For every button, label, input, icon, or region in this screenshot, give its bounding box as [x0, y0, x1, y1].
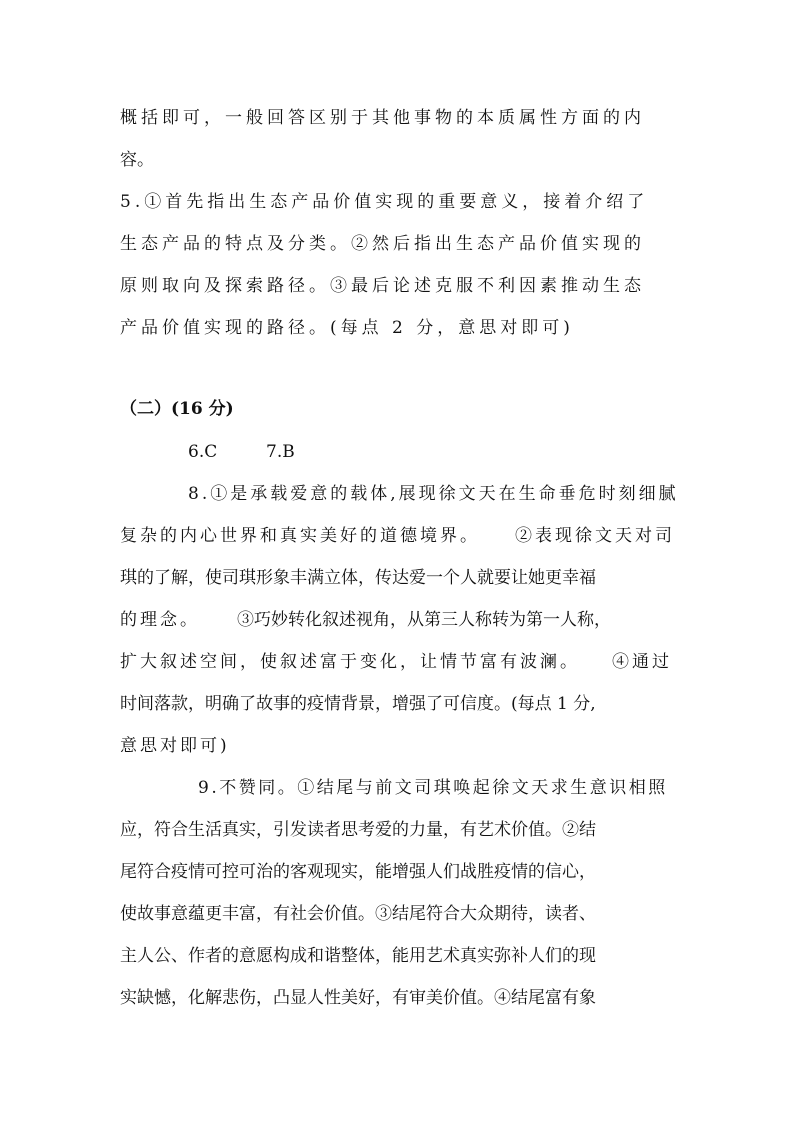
section-heading: （二）(16 分)	[120, 399, 234, 419]
text-line: ②表现徐文天对司	[515, 526, 675, 546]
text-line: 使故事意蕴更丰富，有社会价值。③结尾符合大众期待，读者、	[120, 904, 596, 924]
text-line: 产品价值实现的路径。(每点 2 分，意思对即可)	[120, 318, 574, 338]
text-line: 9.不赞同。①结尾与前文司琪唤起徐文天求生意识相照	[198, 778, 668, 798]
text-line: 复杂的内心世界和真实美好的道德境界。	[120, 526, 480, 546]
text-line: 扩大叙述空间，使叙述富于变化，让情节富有波澜。	[120, 652, 580, 672]
text-line: 意思对即可)	[120, 736, 230, 756]
text-line: 8.①是承载爱意的载体,展现徐文天在生命垂危时刻细腻	[188, 484, 679, 504]
text-line: 实缺憾，化解悲伤，凸显人性美好，有审美价值。④结尾富有象	[120, 988, 596, 1008]
text-line: ③巧妙转化叙述视角，从第三人称转为第一人称，	[237, 610, 611, 630]
text-line: 原则取向及探索路径。③最后论述克服不利因素推动生态	[120, 276, 645, 296]
text-line: 概括即可，一般回答区别于其他事物的本质属性方面的内	[120, 108, 645, 128]
answer-6: 6.C	[188, 442, 218, 462]
text-line: 5.①首先指出生态产品价值实现的重要意义，接着介绍了	[120, 192, 649, 212]
text-line: 的理念。	[120, 610, 200, 630]
text-line: 尾符合疫情可控可治的客观现实，能增强人们战胜疫情的信心，	[120, 862, 596, 882]
text-line: 应，符合生活真实，引发读者思考爱的力量，有艺术价值。②结	[120, 820, 596, 840]
text-line: 时间落款，明确了故事的疫情背景，增强了可信度。(每点 1 分,	[120, 694, 596, 714]
answer-7: 7.B	[266, 442, 295, 462]
text-line: 主人公、作者的意愿构成和谐整体，能用艺术真实弥补人们的现	[120, 946, 596, 966]
text-line: 琪的了解，使司琪形象丰满立体，传达爱一个人就要让她更幸福	[120, 568, 596, 588]
text-line: 容。	[120, 150, 154, 170]
text-line: ④通过	[612, 652, 672, 672]
text-line: 生态产品的特点及分类。②然后指出生态产品价值实现的	[120, 234, 645, 254]
